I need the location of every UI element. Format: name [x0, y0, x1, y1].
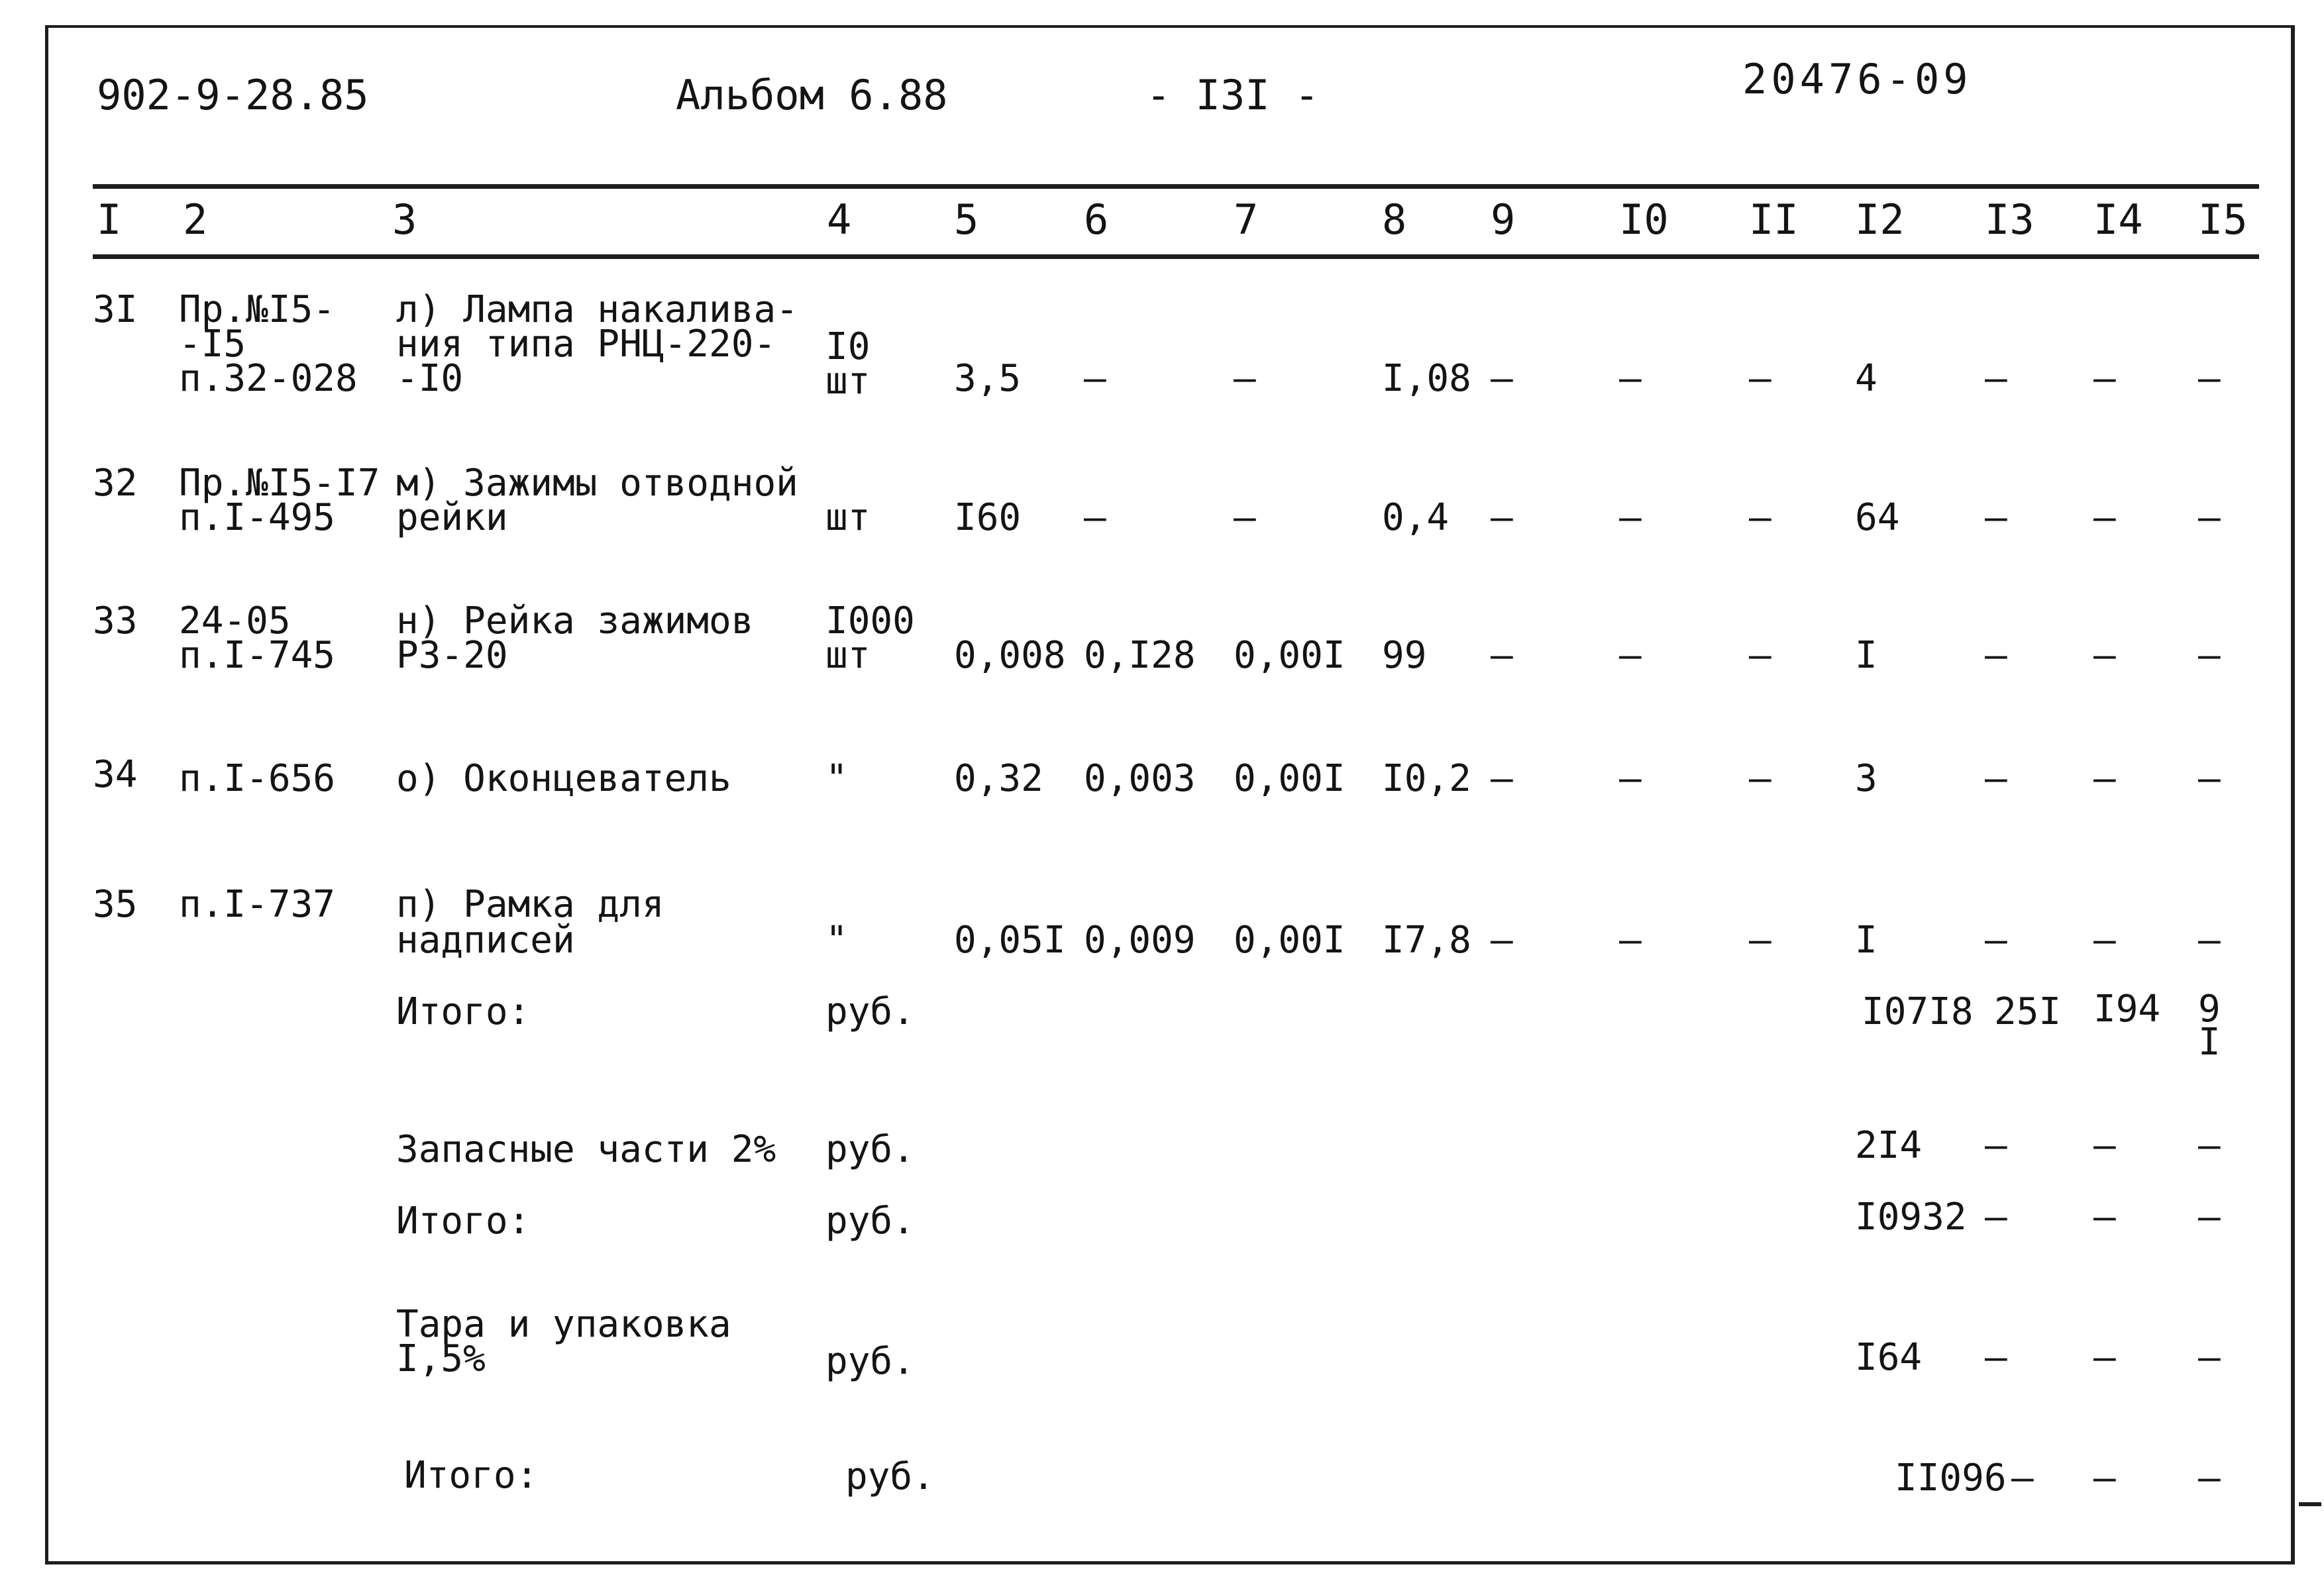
row-col10: –	[1619, 919, 1642, 962]
row-name-line: о) Оконцеватель	[396, 757, 731, 800]
row-reference-line: п.I-737	[179, 883, 336, 926]
row-col6: 0,I28	[1084, 634, 1196, 677]
totals-col13: –	[1985, 1196, 2007, 1239]
row-col8: I,08	[1382, 357, 1471, 400]
row-name-line: м) Зажимы отводной	[396, 462, 798, 505]
row-col14: –	[2093, 357, 2116, 400]
row-col6: 0,009	[1084, 919, 1196, 962]
row-col15: –	[2198, 757, 2221, 800]
col-number-15: I5	[2198, 195, 2248, 244]
col-number-2: 2	[183, 195, 208, 244]
totals-col12: I0932	[1855, 1196, 1967, 1239]
row-unit-line: шт	[825, 360, 871, 403]
album-label: Альбом 6.88	[676, 71, 948, 119]
row-col10: –	[1619, 634, 1642, 677]
row-name-line: п) Рамка для	[396, 883, 664, 926]
row-name-line: н) Рейка зажимов	[396, 599, 754, 642]
row-col10: –	[1619, 757, 1642, 800]
row-col13: –	[1985, 757, 2007, 800]
col-number-1: I	[97, 195, 122, 244]
row-col8: 0,4	[1382, 496, 1450, 539]
row-col5: 0,32	[954, 757, 1043, 800]
col-number-12: I2	[1855, 195, 1905, 244]
row-col8: I7,8	[1382, 919, 1471, 962]
col-number-10: I0	[1619, 195, 1669, 244]
row-col7: –	[1234, 357, 1256, 400]
row-col10: –	[1619, 357, 1642, 400]
row-col14: –	[2093, 919, 2116, 962]
row-col5: 3,5	[954, 357, 1022, 400]
row-col11: –	[1749, 496, 1771, 539]
col-number-14: I4	[2093, 195, 2143, 244]
totals-col14: –	[2093, 1457, 2116, 1500]
totals-label: Итого:	[396, 990, 531, 1033]
totals-label: Итого:	[396, 1200, 531, 1243]
row-col7: 0,00I	[1234, 757, 1346, 800]
row-unit-line: шт	[825, 634, 871, 677]
totals-col14: –	[2093, 1124, 2116, 1167]
totals-col12: 2I4	[1855, 1124, 1923, 1167]
row-reference-line: 24-05	[179, 599, 291, 642]
totals-label: Запасные части 2%	[396, 1128, 776, 1171]
totals-label-line: I,5%	[396, 1337, 486, 1380]
row-col11: –	[1749, 919, 1771, 962]
row-col12: I	[1855, 634, 1877, 677]
row-number: 34	[93, 753, 138, 796]
row-col9: –	[1491, 357, 1513, 400]
totals-unit: руб.	[825, 990, 915, 1033]
row-col5: 0,05I	[954, 919, 1066, 962]
row-name-line: надписей	[396, 919, 575, 962]
row-col13: –	[1985, 919, 2007, 962]
row-col15: –	[2198, 919, 2221, 962]
row-col13: –	[1985, 496, 2007, 539]
totals-col12: I07I8	[1862, 990, 1974, 1033]
totals-col12: II096	[1895, 1457, 2007, 1500]
row-col15: –	[2198, 357, 2221, 400]
row-unit-line: "	[825, 757, 848, 800]
totals-col13: –	[1985, 1124, 2007, 1167]
handwritten-number: 20476-09	[1742, 55, 1972, 103]
row-col7: 0,00I	[1234, 634, 1346, 677]
row-col9: –	[1491, 919, 1513, 962]
col-number-13: I3	[1985, 195, 2034, 244]
row-col15: –	[2198, 496, 2221, 539]
row-col9: –	[1491, 496, 1513, 539]
col-number-4: 4	[827, 195, 852, 244]
totals-col15: –	[2198, 1196, 2221, 1239]
row-unit-line: I000	[825, 599, 915, 642]
row-unit-line: I0	[825, 325, 871, 368]
binding-tick	[2299, 1502, 2321, 1506]
totals-label-line: Тара и упаковка	[396, 1303, 731, 1346]
row-col9: –	[1491, 757, 1513, 800]
totals-unit: руб.	[825, 1128, 915, 1171]
totals-col12: I64	[1855, 1336, 1923, 1379]
totals-col15: –	[2198, 1336, 2221, 1379]
row-col8: 99	[1382, 634, 1427, 677]
row-reference-line: п.I-656	[179, 757, 336, 800]
row-unit-line: шт	[825, 496, 871, 539]
row-col11: –	[1749, 634, 1771, 677]
totals-col14: –	[2093, 1336, 2116, 1379]
row-col15: –	[2198, 634, 2221, 677]
row-unit-line: "	[825, 919, 848, 962]
row-reference-line: Пр.№I5-I7	[179, 462, 380, 505]
col-number-3: 3	[392, 195, 417, 244]
row-name-line: рейки	[396, 496, 508, 539]
row-col7: –	[1234, 496, 1256, 539]
totals-col14: I94	[2093, 988, 2161, 1031]
row-name-line: -I0	[396, 357, 464, 400]
document-code: 902-9-28.85	[97, 71, 369, 119]
row-col6: 0,003	[1084, 757, 1196, 800]
totals-unit: руб.	[825, 1200, 915, 1243]
row-number: 32	[93, 462, 138, 505]
row-reference-line: п.32-028	[179, 357, 358, 400]
col-number-7: 7	[1234, 195, 1259, 244]
row-number: 35	[93, 883, 138, 926]
row-reference-line: -I5	[179, 323, 246, 366]
row-col12: 4	[1855, 357, 1877, 400]
header-rule-top	[93, 184, 2259, 189]
row-col14: –	[2093, 634, 2116, 677]
row-number: 3I	[93, 288, 138, 331]
totals-label: Итого:	[404, 1454, 539, 1497]
row-col6: –	[1084, 496, 1106, 539]
totals-col14: –	[2093, 1196, 2116, 1239]
totals-col15-line: I	[2198, 1021, 2221, 1064]
totals-col15-line: 9	[2198, 988, 2221, 1031]
col-number-9: 9	[1491, 195, 1516, 244]
header-rule-bottom	[93, 254, 2259, 259]
row-col6: –	[1084, 357, 1106, 400]
row-col12: 3	[1855, 757, 1877, 800]
totals-col13: –	[1985, 1336, 2007, 1379]
totals-unit: руб.	[825, 1340, 915, 1383]
totals-col13: 25I	[1994, 990, 2062, 1033]
row-col11: –	[1749, 357, 1771, 400]
row-name-line: л) Лампа накалива-	[396, 288, 798, 331]
totals-unit: руб.	[845, 1455, 935, 1498]
row-col9: –	[1491, 634, 1513, 677]
row-name-line: РЗ-20	[396, 634, 508, 677]
row-reference-line: п.I-745	[179, 634, 336, 677]
row-number: 33	[93, 599, 138, 642]
row-col8: I0,2	[1382, 757, 1471, 800]
page-number: - I3I -	[1146, 71, 1320, 119]
totals-col13: –	[2011, 1457, 2034, 1500]
row-col13: –	[1985, 634, 2007, 677]
row-col10: –	[1619, 496, 1642, 539]
col-number-5: 5	[954, 195, 979, 244]
row-col12: I	[1855, 919, 1877, 962]
totals-col15: –	[2198, 1124, 2221, 1167]
row-name-line: ния типа РНЦ-220-	[396, 323, 776, 366]
row-col5: I60	[954, 496, 1022, 539]
row-col11: –	[1749, 757, 1771, 800]
totals-col15: –	[2198, 1457, 2221, 1500]
row-reference-line: п.I-495	[179, 496, 336, 539]
row-col14: –	[2093, 496, 2116, 539]
row-col7: 0,00I	[1234, 919, 1346, 962]
row-col12: 64	[1855, 496, 1900, 539]
row-reference-line: Пр.№I5-	[179, 288, 336, 331]
col-number-11: II	[1749, 195, 1799, 244]
row-col14: –	[2093, 757, 2116, 800]
row-col13: –	[1985, 357, 2007, 400]
col-number-6: 6	[1084, 195, 1109, 244]
row-col5: 0,008	[954, 634, 1066, 677]
col-number-8: 8	[1382, 195, 1407, 244]
